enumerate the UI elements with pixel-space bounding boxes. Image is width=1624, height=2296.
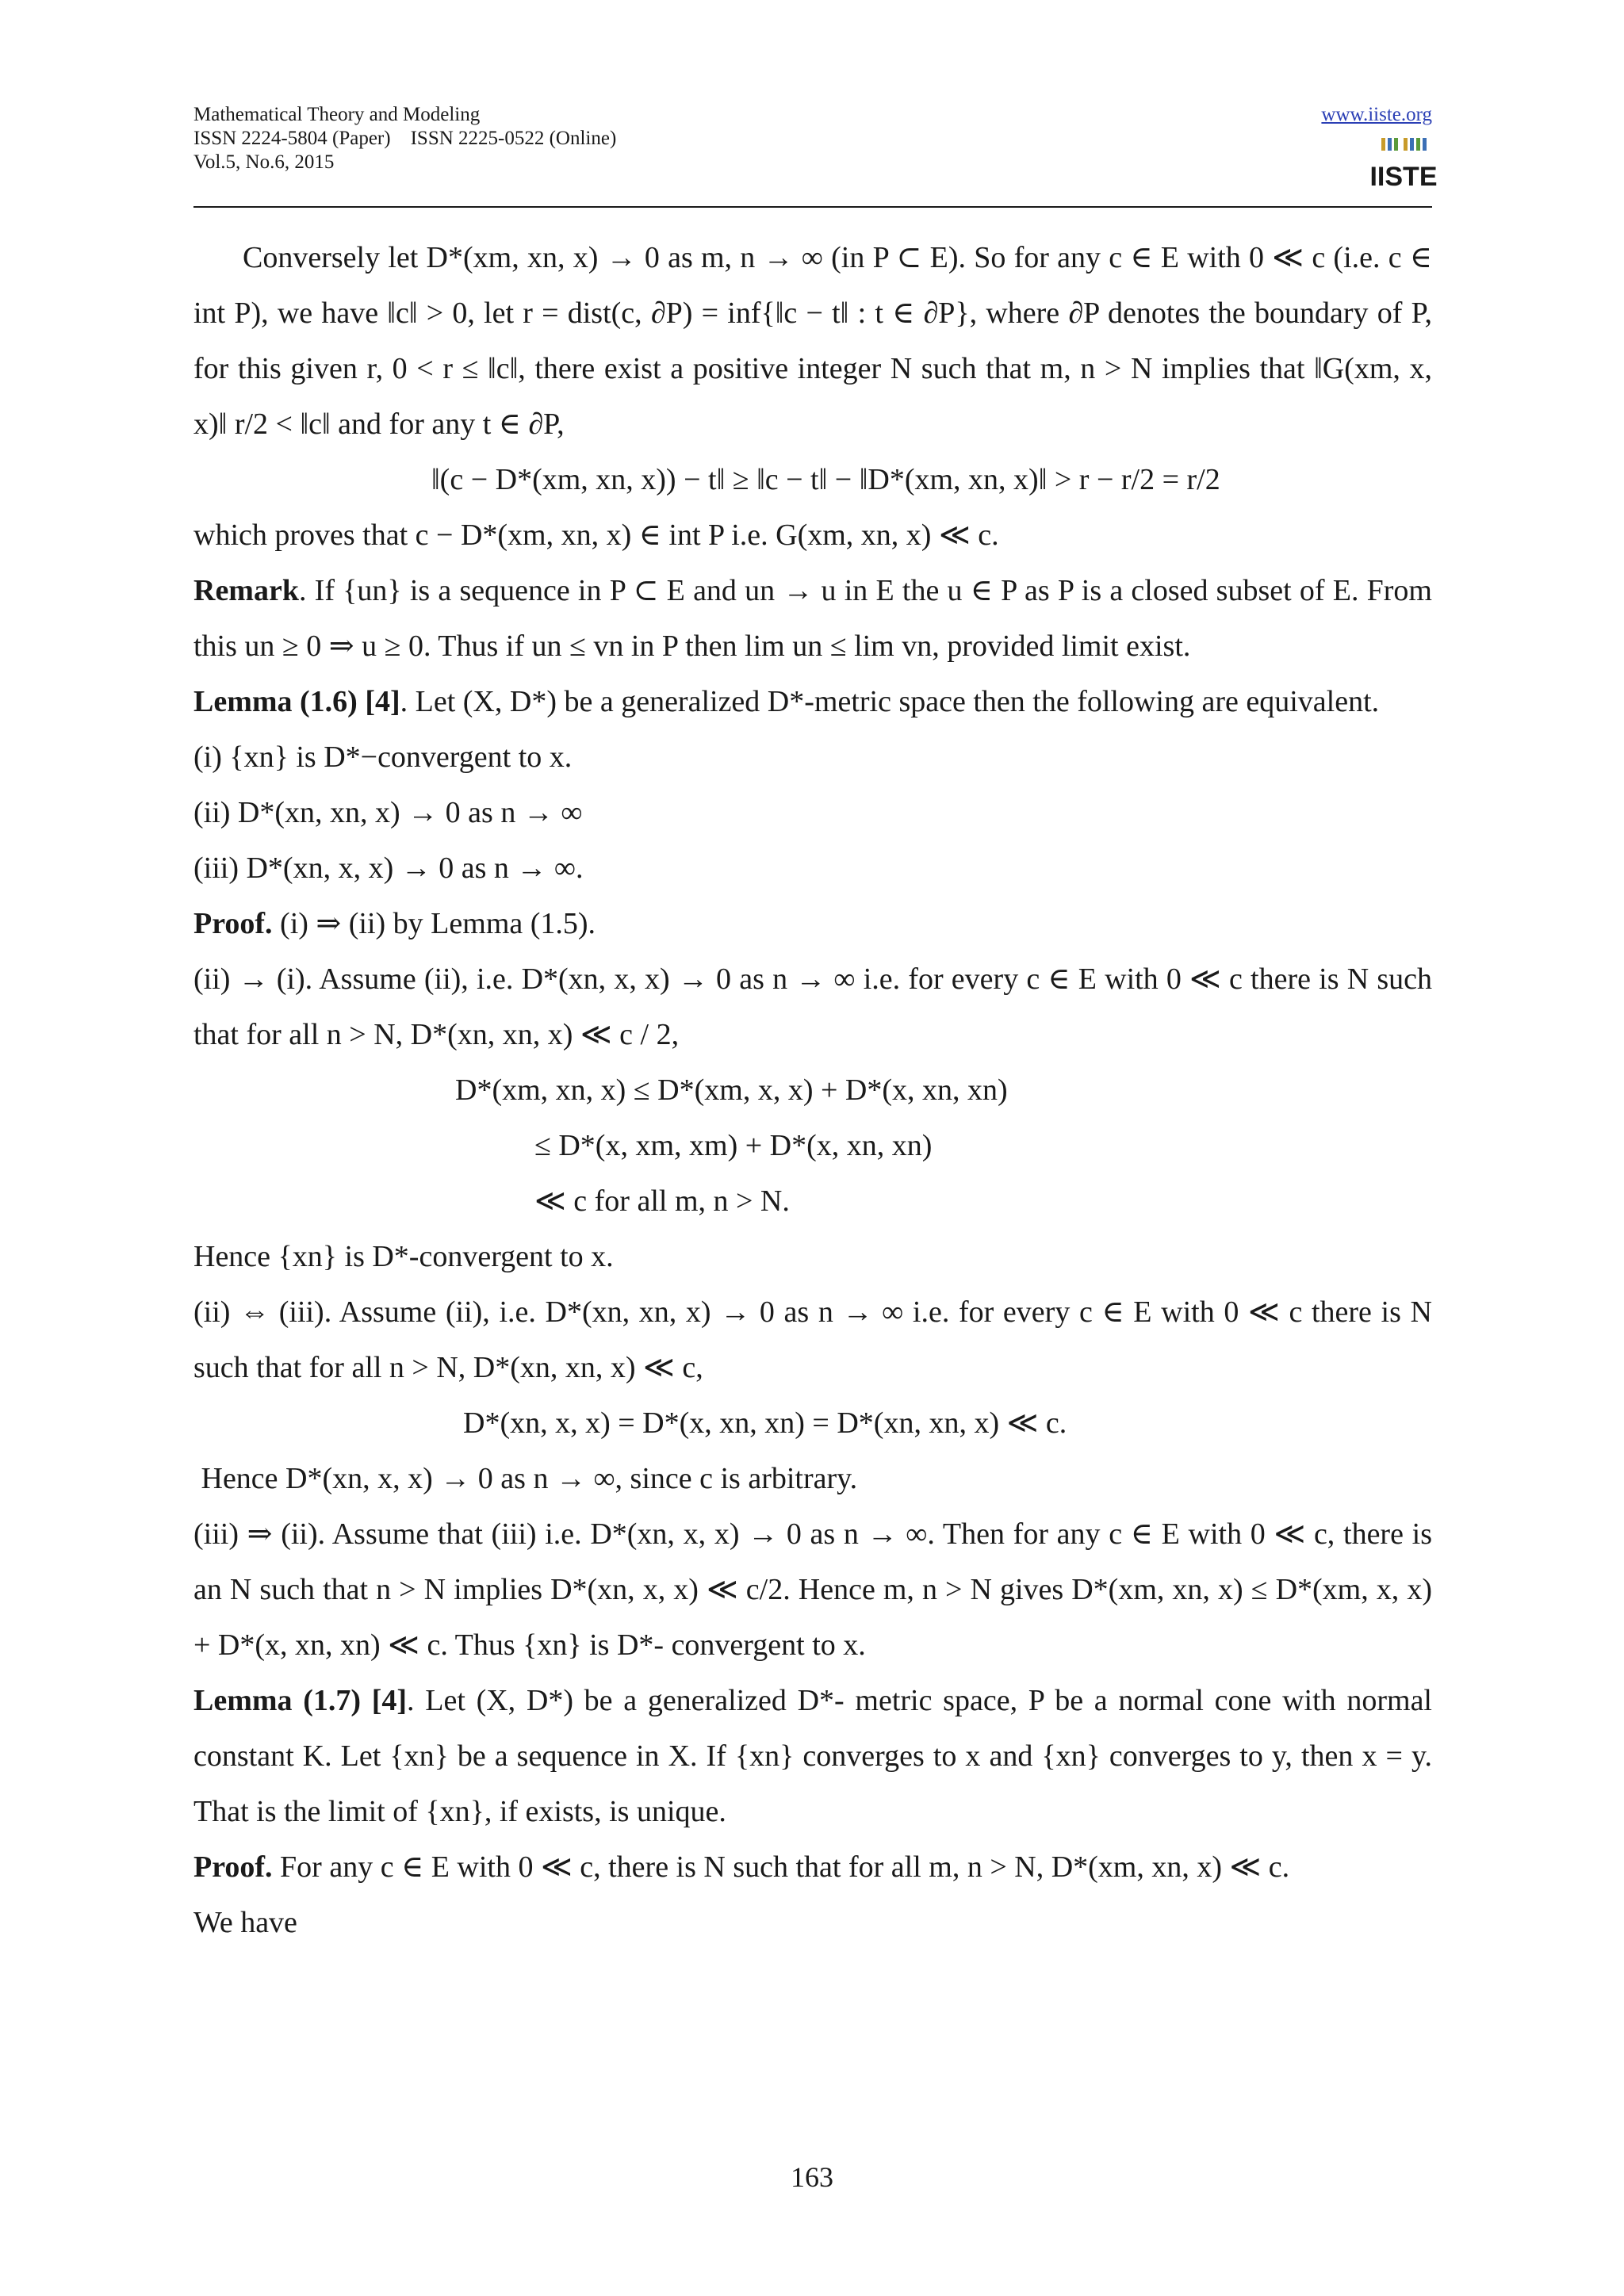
proof-2-paragraph [193, 1839, 1432, 1895]
lemma-item-iii: (iii) D*(xn, x, x) → 0 as n → ∞. [193, 851, 584, 885]
issn-line: ISSN 2224-5804 (Paper) ISSN 2225-0522 (Online) [193, 128, 617, 149]
proof-1-label: Proof. [193, 907, 273, 940]
lemma-1-7-paragraph [193, 1673, 1432, 1839]
lemma-1-6-paragraph [193, 674, 1432, 729]
paragraph-we-have: We have [193, 1906, 297, 1939]
proof-2-label: Proof. [193, 1850, 273, 1884]
paragraph-hence-arbitrary: Hence D*(xn, x, x) → 0 as n → ∞, since c is arbitrary. [193, 1462, 858, 1495]
proof-1-paragraph [193, 896, 1432, 951]
lemma-item-ii: (ii) D*(xn, xn, x) → 0 as n → ∞ [193, 796, 583, 829]
iiste-logo [1369, 136, 1438, 193]
remark-paragraph [193, 563, 1432, 674]
svg-text:IISTE: IISTE [1369, 162, 1438, 192]
lemma-1-6-text: . Let (X, D*) be a generalized D*-metric space then the following are equivalent. [400, 685, 1380, 718]
journal-header [193, 103, 616, 174]
header-rule [193, 206, 1432, 208]
journal-title: Mathematical Theory and Modeling [193, 104, 481, 125]
paragraph-ii-iff-iii: (ii) ⇔ (iii). Assume (ii), i.e. D*(xn, xn, x) → 0 as n → ∞ i.e. for every c ∈ E with 0 ≪ c there is N such that for all n > N, D*(xn, xn, x) ≪ c, [193, 1295, 1432, 1384]
lemma-1-6-label: Lemma (1.6) [4] [193, 685, 400, 718]
paragraph-conversely: Conversely let D*(xm, xn, x) → 0 as m, n → ∞ (in P ⊂ E). So for any c ∈ E with 0 ≪ c (i.e. c ∈ int P), we have ‖c‖ > 0, let r = dist(c, ∂P) = inf{‖c − t‖ : t ∈ ∂P}, where ∂P denotes the boundary of P, for this given r, 0 < r ≤ ‖c‖, there exist a positive integer N such that m, n > N implies that ‖G(xm, x, x)‖ r/2 < ‖c‖ and for any t ∈ ∂P, [193, 241, 1432, 441]
website-link[interactable]: www.iiste.org [1321, 104, 1432, 125]
paragraph-iii-implies-ii: (iii) ⇒ (ii). Assume that (iii) i.e. D*(xn, x, x) → 0 as n → ∞. Then for any c ∈ E with 0 ≪ c, there is an N such that n > N implies D*(xn, x, x) ≪ c/2. Hence m, n > N gives D*(xm, xn, x) ≤ D*(xm, x, x) + D*(x, xn, xn) ≪ c. Thus {xn} is D*- convergent to x. [193, 1517, 1432, 1662]
proof-1-text: (i) ⇒ (ii) by Lemma (1.5). [272, 907, 596, 940]
remark-text: . If {un} is a sequence in P ⊂ E and un → u in E the u ∈ P as P is a closed subset of E. From this un ≥ 0 ⇒ u ≥ 0. Thus if un ≤ vn in P then lim un ≤ lim vn, provided limit exist. [193, 574, 1432, 663]
lemma-1-7-text: . Let (X, D*) be a generalized D*- metric space, P be a normal cone with normal constant K. Let {xn} be a sequence in X. If {xn} converges to x and {xn} converges to y, then x = y. That is the limit of {xn}, if exists, is unique. [193, 1684, 1432, 1828]
paragraph-which-proves: which proves that c − D*(xm, xn, x) ∈ int P i.e. G(xm, xn, x) ≪ c. [193, 519, 999, 552]
paragraph-ii-implies-i: (ii) → (i). Assume (ii), i.e. D*(xn, x, x) → 0 as n → ∞ i.e. for every c ∈ E with 0 ≪ c there is N such that for all n > N, D*(xn, xn, x) ≪ c / 2, [193, 962, 1432, 1051]
equation-symmetry: D*(xn, x, x) = D*(x, xn, xn) = D*(xn, xn, x) ≪ c. [463, 1406, 1067, 1440]
equation-norm-inequality: ‖(c − D*(xm, xn, x)) − t‖ ≥ ‖c − t‖ − ‖D*(xm, xn, x)‖ > r − r/2 = r/2 [431, 463, 1220, 496]
equation-triangle-line-2: ≤ D*(x, xm, xm) + D*(x, xn, xn) [534, 1129, 933, 1162]
page-body [193, 230, 1432, 1950]
equation-triangle-line-1: D*(xm, xn, x) ≤ D*(xm, x, x) + D*(x, xn, xn) [455, 1073, 1008, 1107]
paragraph-hence-convergent: Hence {xn} is D*-convergent to x. [193, 1240, 614, 1273]
page-number: 163 [791, 2161, 833, 2193]
lemma-item-i: (i) {xn} is D*−convergent to x. [193, 740, 573, 774]
volume-line: Vol.5, No.6, 2015 [193, 151, 335, 173]
website-header [1321, 103, 1432, 127]
remark-label: Remark [193, 574, 299, 607]
equation-triangle-line-3: ≪ c for all m, n > N. [534, 1184, 790, 1218]
proof-2-text: For any c ∈ E with 0 ≪ c, there is N such that for all m, n > N, D*(xm, xn, x) ≪ c. [272, 1850, 1290, 1884]
lemma-1-7-label: Lemma (1.7) [4] [193, 1684, 408, 1717]
